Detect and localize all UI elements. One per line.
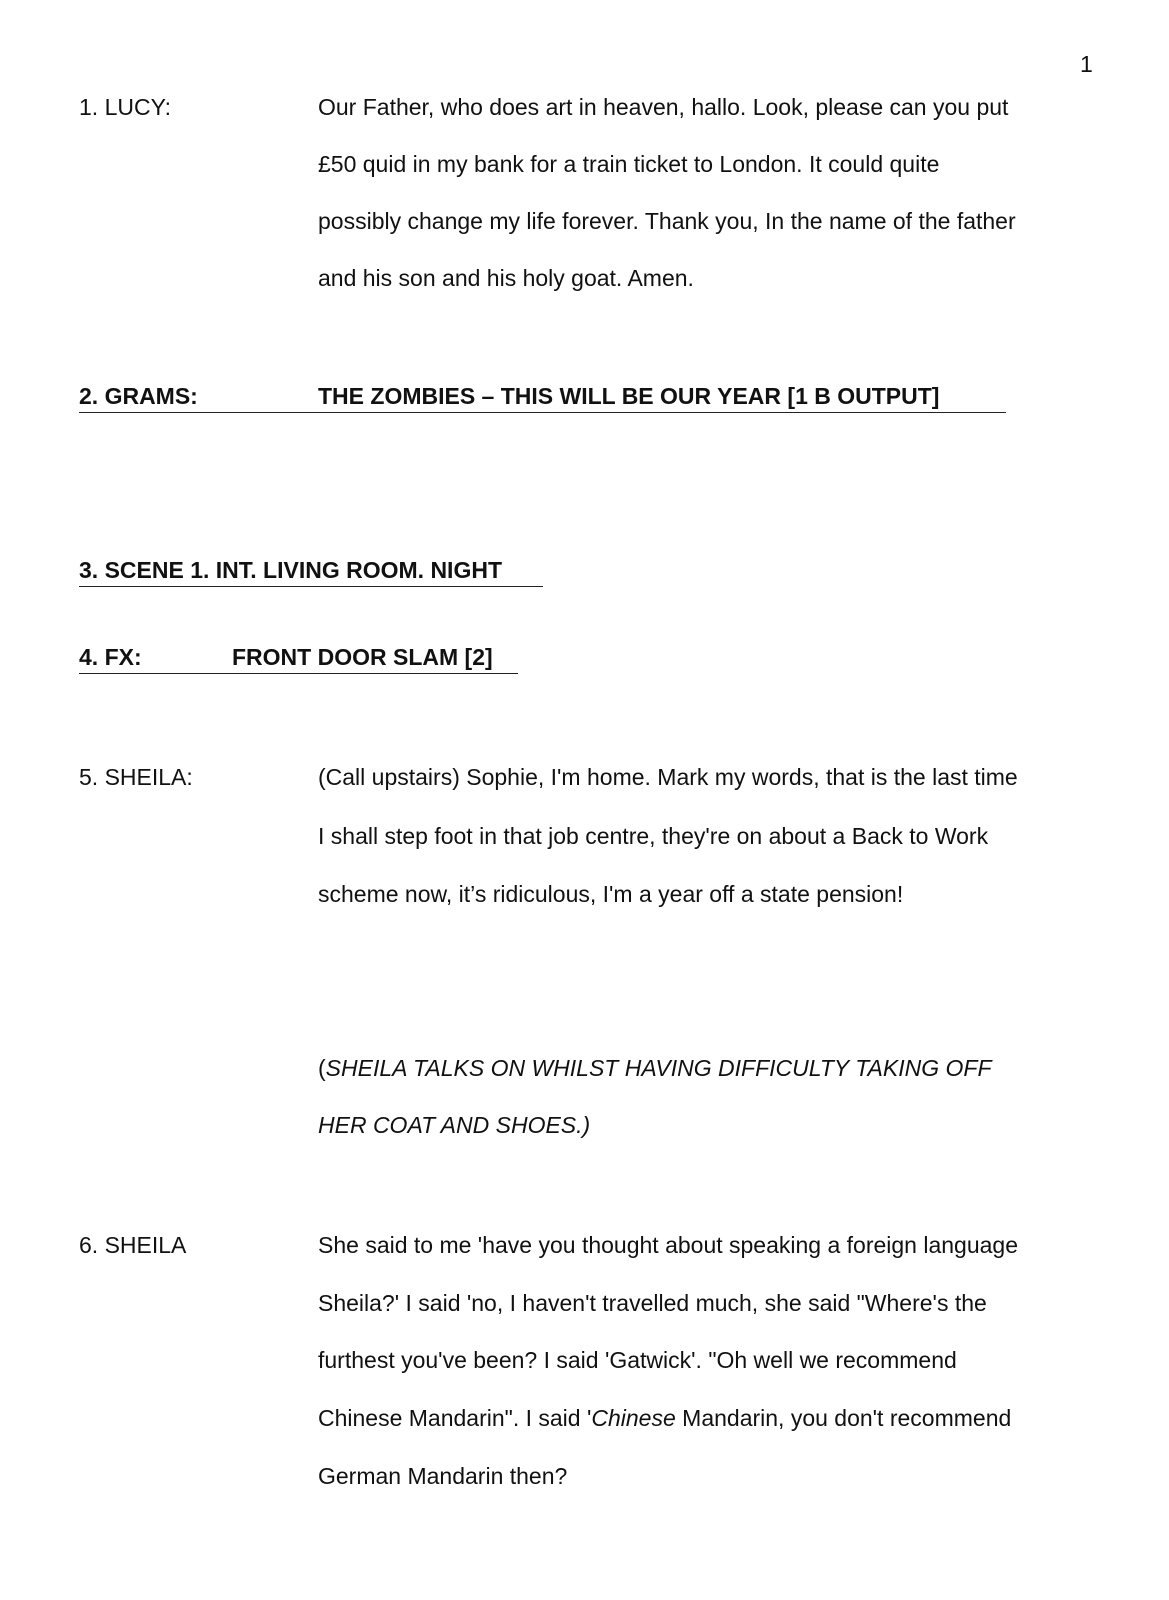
dialogue-line: (Call upstairs) Sophie, I'm home. Mark my words, that is the last time xyxy=(318,764,1018,790)
dialogue-line: £50 quid in my bank for a train ticket to London. It could quite xyxy=(318,151,940,177)
cue-grams xyxy=(79,382,1006,413)
cue-label: 4. FX: xyxy=(79,644,142,670)
dialogue-line: I shall step foot in that job centre, they're on about a Back to Work xyxy=(318,823,989,849)
speaker-label: 5. SHEILA: xyxy=(79,764,193,790)
dialogue-line xyxy=(318,1404,1011,1432)
dialogue-emphasis: Chinese xyxy=(591,1405,676,1431)
dialogue-line: German Mandarin then? xyxy=(318,1463,568,1489)
page-number: 1 xyxy=(1080,51,1093,77)
speaker-label: 6. SHEILA xyxy=(79,1232,187,1258)
dialogue-line: furthest you've been? I said 'Gatwick'. "Oh well we recommend xyxy=(318,1347,957,1373)
stage-direction-line xyxy=(318,1054,992,1082)
speaker-label: 1. LUCY: xyxy=(79,94,172,120)
open-paren: ( xyxy=(318,1055,326,1081)
dialogue-line: Sheila?' I said 'no, I haven't travelled much, she said "Where's the xyxy=(318,1290,987,1316)
direction-text: SHEILA TALKS ON WHILST HAVING DIFFICULTY TAKING OFF xyxy=(325,1055,992,1081)
scene-heading xyxy=(79,556,543,587)
cue-label: 2. GRAMS: xyxy=(79,383,198,409)
dialogue-line: She said to me 'have you thought about speaking a foreign language xyxy=(318,1232,1019,1258)
cue-text: THE ZOMBIES – THIS WILL BE OUR YEAR [1 B OUTPUT] xyxy=(318,383,940,409)
dialogue-line: and his son and his holy goat. Amen. xyxy=(318,265,694,291)
scene-heading-text: 3. SCENE 1. INT. LIVING ROOM. NIGHT xyxy=(79,557,502,583)
dialogue-segment: Mandarin, you don't recommend xyxy=(675,1405,1012,1431)
cue-fx xyxy=(79,643,518,674)
dialogue-segment: Chinese Mandarin". I said ' xyxy=(318,1405,592,1431)
dialogue-line: possibly change my life forever. Thank you, In the name of the father xyxy=(318,208,1016,234)
cue-text: FRONT DOOR SLAM [2] xyxy=(232,644,493,670)
dialogue-line: Our Father, who does art in heaven, hallo. Look, please can you put xyxy=(318,94,1009,120)
dialogue-line: scheme now, it’s ridiculous, I'm a year off a state pension! xyxy=(318,881,904,907)
stage-direction-line: HER COAT AND SHOES.) xyxy=(318,1112,591,1138)
